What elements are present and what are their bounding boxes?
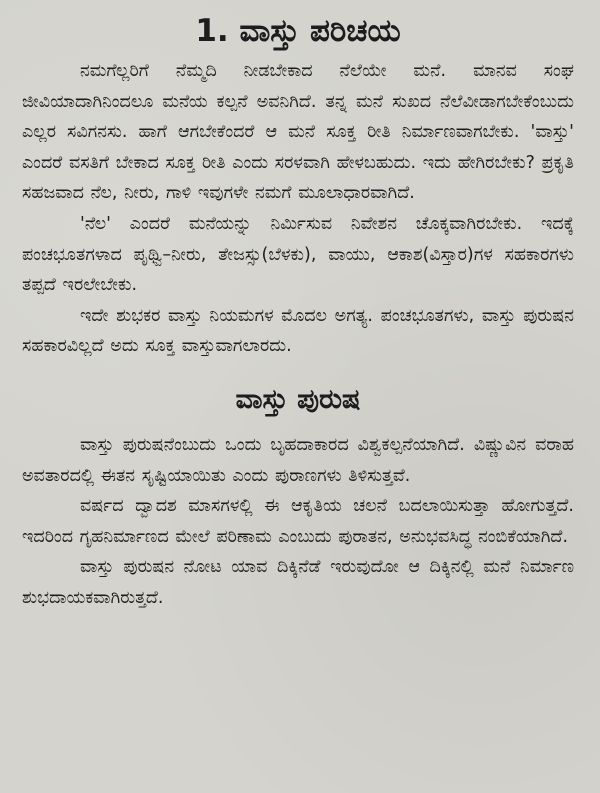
section-title: ವಾಸ್ತು ಪುರುಷ (235, 383, 361, 415)
chapter-title: 1. ವಾಸ್ತು ಪರಿಚಯ (195, 13, 401, 49)
paragraph: ನಮಗೆಲ್ಲರಿಗೆ ನೆಮ್ಮದಿ ನೀಡಬೇಕಾದ ನೆಲೆಯೇ ಮನೆ. ಮಾನವ ಸಂಘ ಜೀವಿಯಾದಾಗಿನಿಂದಲೂ ಮನೆಯ ಕಲ್ಪನೆ ಅವನಿಗಿದೆ. ತನ್ನ ಮನೆ ಸುಖದ ನೆಲೆವೀಡಾಗಬೇಕೆಂಬುದು ಎಲ್ಲರ ಸವಿಗನಸು. ಹಾಗೆ ಆಗಬೇಕೆಂದರೆ ಆ ಮನೆ ಸೂಕ್ತ ರೀತಿ ನಿರ್ಮಾಣವಾಗಬೇಕು. 'ವಾಸ್ತು' ಎಂದರೆ ವಸತಿಗೆ ಬೇಕಾದ ಸೂಕ್ತ ರೀತಿ ಎಂದು ಸರಳವಾಗಿ ಹೇಳಬಹುದು. ಇದು ಹೇಗಿರಬೇಕು? ಪ್ರಕೃತಿ ಸಹಜವಾದ ನೆಲ, ನೀರು, ಗಾಳಿ ಇವುಗಳೇ ನಮಗೆ ಮೂಲಾಧಾರವಾಗಿದೆ. (22, 61, 574, 204)
paragraph: ವಾಸ್ತು ಪುರುಷನೆಂಬುದು ಒಂದು ಬೃಹದಾಕಾರದ ವಿಶ್ವಕಲ್ಪನೆಯಾಗಿದೆ. ವಿಷ್ಣುವಿನ ವರಾಹ ಅವತಾರದಲ್ಲಿ ಈತನ ಸೃಷ್ಟಿಯಾಯಿತು ಎಂದು ಪುರಾಣಗಳು ತಿಳಿಸುತ್ತವೆ. (22, 434, 574, 486)
paragraph: ವಾಸ್ತು ಪುರುಷನ ನೋಟ ಯಾವ ದಿಕ್ಕಿನೆಡೆ ಇರುವುದೋ ಆ ದಿಕ್ಕಿನಲ್ಲಿ ಮನೆ ನಿರ್ಮಾಣ ಶುಭದಾಯಕವಾಗಿರುತ್ತದೆ. (22, 557, 574, 608)
paragraph: ಇದೇ ಶುಭಕರ ವಾಸ್ತು ನಿಯಮಗಳ ಮೊದಲ ಅಗತ್ಯ. ಪಂಚಭೂತಗಳು, ವಾಸ್ತು ಪುರುಷನ ಸಹಕಾರವಿಲ್ಲದೆ ಅದು ಸೂಕ್ತ ವಾಸ್ತುವಾಗಲಾರದು. (22, 305, 574, 357)
section-body (22, 430, 574, 614)
chapter-body (22, 56, 574, 362)
paragraph: 'ನೆಲ' ಎಂದರೆ ಮನೆಯನ್ನು ನಿರ್ಮಿಸುವ ನಿವೇಶನ ಚೊಕ್ಕವಾಗಿರಬೇಕು. ಇದಕ್ಕೆ ಪಂಚಭೂತಗಳಾದ ಪೃಥ್ವಿ–ನೀರು, ತೇಜಸ್ಸು(ಬೆಳಕು), ವಾಯು, ಆಕಾಶ(ವಿಸ್ತಾರ)ಗಳ ಸಹಕಾರಗಳು ತಪ್ಪದೆ ಇರಲೇಬೇಕು. (22, 213, 574, 296)
paragraph: ವರ್ಷದ ದ್ವಾದಶ ಮಾಸಗಳಲ್ಲಿ ಈ ಆಕೃತಿಯ ಚಲನೆ ಬದಲಾಯಿಸುತ್ತಾ ಹೋಗುತ್ತದೆ. ಇದರಿಂದ ಗೃಹನಿರ್ಮಾಣದ ಮೇಲೆ ಪರಿಣಾಮ ಎಂಬುದು ಪುರಾತನ, ಅನುಭವಸಿದ್ಧ ನಂಬಿಕೆಯಾಗಿದೆ. (22, 496, 574, 547)
